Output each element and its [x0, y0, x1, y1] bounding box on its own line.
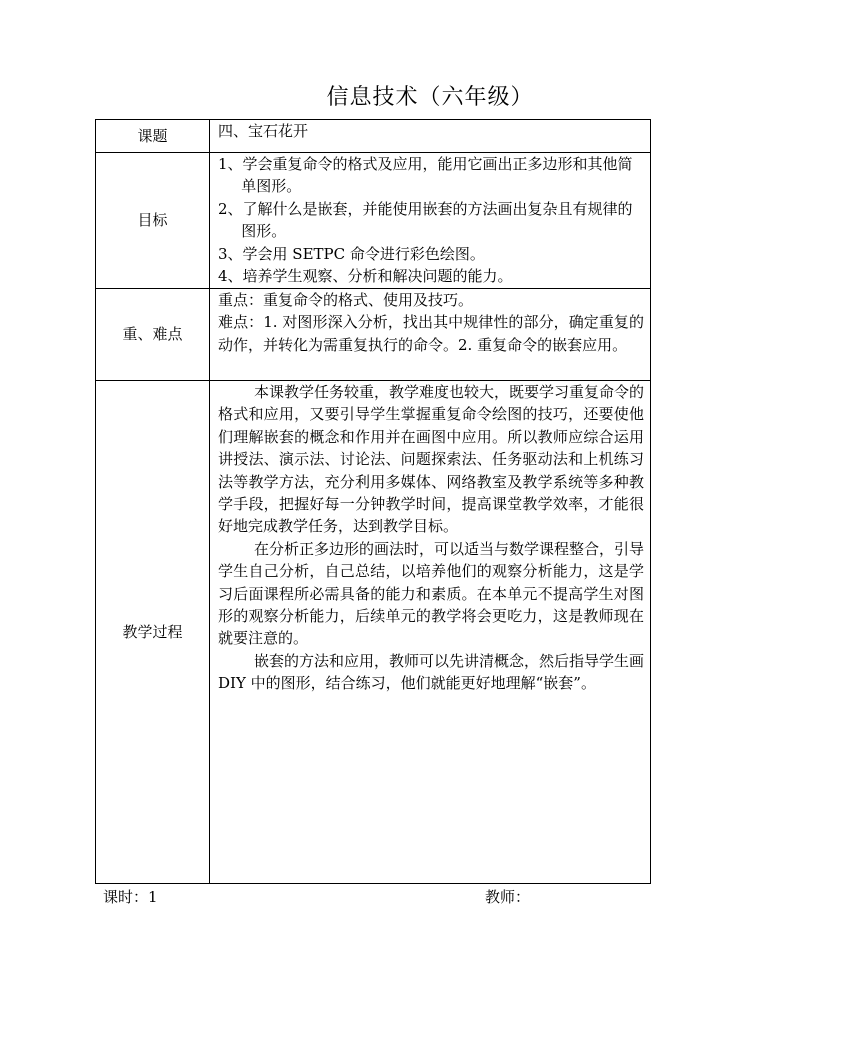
table-row-process	[96, 381, 651, 884]
goal-item: 2、了解什么是嵌套，并能使用嵌套的方法画出复杂且有规律的图形。	[218, 199, 633, 241]
goal-item: 1、学会重复命令的格式及应用，能用它画出正多边形和其他简单图形。	[218, 155, 633, 196]
topic-value	[210, 120, 651, 153]
goal-item: 3、学会用 SETPC 命令进行彩色绘图。	[218, 244, 485, 263]
goals-cell	[210, 153, 651, 289]
key-points-label: 重、难点	[96, 289, 210, 381]
page-title: 信息技术（六年级）	[326, 85, 534, 110]
topic-text: 四、宝石花开	[218, 122, 309, 140]
topic-label: 课题	[96, 120, 210, 153]
process-label: 教学过程	[96, 381, 210, 884]
process-paragraph: 嵌套的方法和应用，教师可以先讲清概念，然后指导学生画 DIY 中的图形，结合练习，他们就能更好地理解“嵌套”。	[218, 651, 645, 693]
teacher-field: 教师：	[485, 888, 531, 906]
difficulty-text: 难点：1. 对图形深入分析，找出其中规律性的部分，确定重复的动作，并转化为需重复执行的命令。2. 重复命令的嵌套应用。	[218, 313, 644, 354]
table-row-topic	[96, 120, 651, 153]
goal-item: 4、培养学生观察、分析和解决问题的能力。	[218, 267, 513, 286]
goals-label: 目标	[96, 153, 210, 289]
table-row-goals	[96, 153, 651, 289]
process-cell	[210, 381, 651, 884]
lesson-hours: 课时：1	[103, 888, 158, 906]
key-points-cell	[210, 289, 651, 381]
lesson-plan-table	[95, 119, 651, 884]
process-paragraph: 本课教学任务较重，教学难度也较大，既要学习重复命令的格式和应用，又要引导学生掌握重复命令绘图的技巧，还要使他们理解嵌套的概念和作用并在画图中应用。所以教师应综合运用讲授法、演示法、讨论法、问题探索法、任务驱动法和上机练习法等教学方法，充分利用多媒体、网络教室及教学系统等多种教学手段，把握好每一分钟教学时间，提高课堂教学效率，才能很好地完成教学任务，达到教学目标。	[218, 383, 645, 536]
table-row-key-points	[96, 289, 651, 381]
process-paragraph: 在分析正多边形的画法时，可以适当与数学课程整合，引导学生自己分析，自己总结，以培养他们的观察分析能力，这是学习后面课程所必需具备的能力和素质。在本单元不提高学生对图形的观察分析能力，后续单元的教学将会更吃力，这是教师现在就要注意的。	[218, 539, 645, 648]
focus-text: 重点：重复命令的格式、使用及技巧。	[218, 291, 474, 309]
